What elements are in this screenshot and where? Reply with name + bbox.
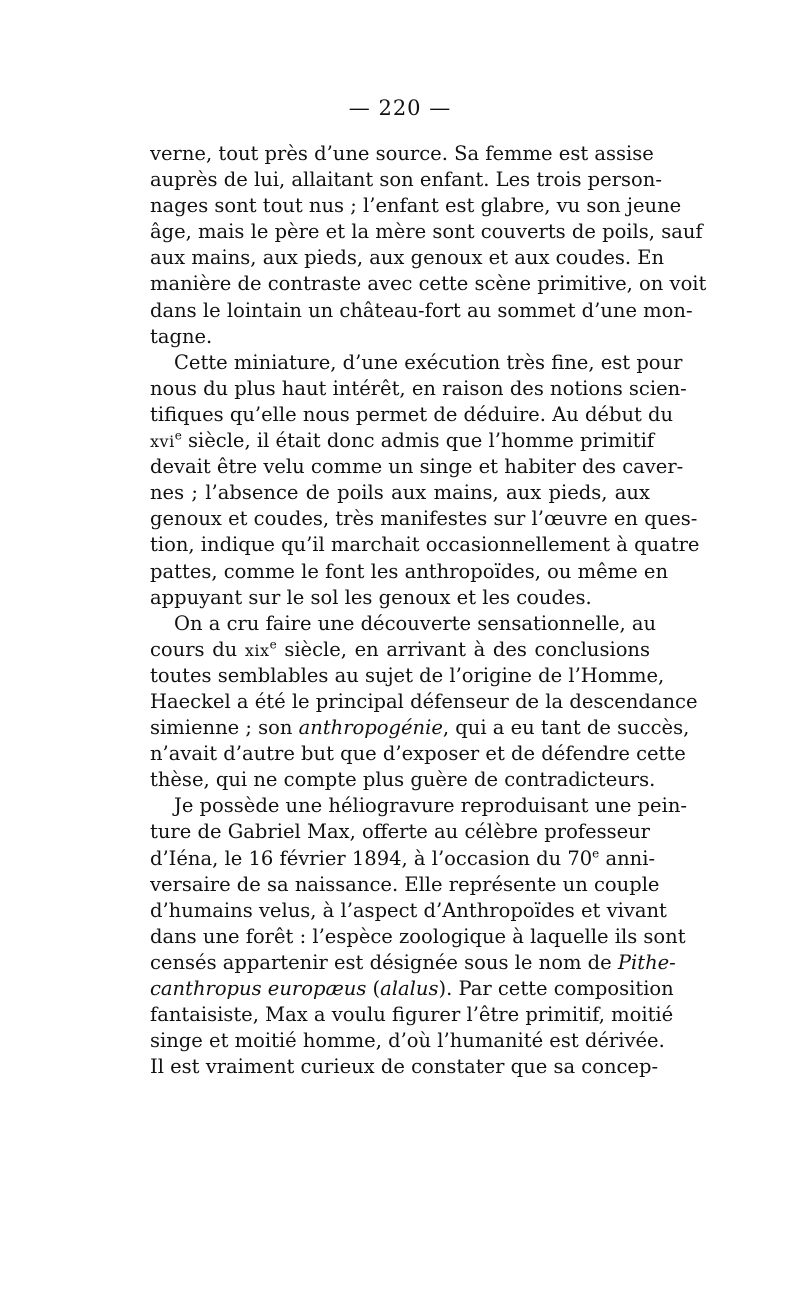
text-segment: censés appartenir est désignée sous le nom de: [150, 950, 618, 974]
text-line: dans une forêt : l’espèce zoologique à laquelle ils sont: [150, 924, 686, 948]
italic-term: anthropogénie: [298, 716, 443, 740]
italic-term: canthropus europæus: [150, 977, 367, 1000]
text-line: appuyant sur le sol les genoux et les coudes.: [150, 585, 592, 609]
text-line: [150, 715, 690, 741]
text-segment: , qui a eu tant de succès,: [442, 716, 690, 740]
text-line: Cette miniature, d’une exécution très fine, est pour: [174, 350, 683, 374]
text-line: devait être velu comme un singe et habiter des caver-: [150, 455, 684, 479]
italic-term: Pithe-: [617, 950, 676, 974]
text-line: toutes semblables au sujet de l’origine de l’Homme,: [150, 663, 665, 687]
text-line: ture de Gabriel Max, offerte au célèbre professeur: [150, 820, 650, 844]
text-line: [150, 637, 650, 663]
text-segment: d’Iéna, le 16 février 1894, à l’occasion du 70: [150, 846, 593, 870]
paragraph: [150, 350, 700, 611]
text-segment: ). Par cette composition: [438, 977, 674, 1000]
text-line: n’avait d’autre but que d’exposer et de défendre cette: [150, 742, 686, 766]
text-line: Je possède une héliogravure reproduisant une pein-: [174, 794, 687, 818]
text-line: versaire de sa naissance. Elle représente un couple: [150, 872, 660, 896]
text-line: [150, 950, 676, 976]
text-line: auprès de lui, allaitant son enfant. Les trois person-: [150, 168, 662, 192]
text-line: tagne.: [150, 324, 213, 348]
text-line: pattes, comme le font les anthropoïdes, ou même en: [150, 559, 668, 583]
text-line: On a cru faire une découverte sensationnelle, au: [174, 611, 657, 635]
superscript: e: [592, 846, 600, 861]
text-line: fantaisiste, Max a voulu figurer l’être primitif, moitié: [150, 1003, 674, 1027]
text-line: verne, tout près d’une source. Sa femme est assise: [150, 142, 654, 165]
paragraph: [150, 611, 698, 794]
century-numeral: xvi: [150, 432, 175, 452]
text-segment: siècle, en arrivant à des conclusions: [276, 637, 650, 661]
text-segment: simienne ; son: [150, 716, 299, 740]
text-line: dans le lointain un château-fort au sommet d’une mon-: [150, 298, 693, 322]
text-line: thèse, qui ne compte plus guère de contradicteurs.: [150, 768, 656, 792]
text-line: Il est vraiment curieux de constater que sa concep-: [150, 1055, 659, 1079]
text-line: genoux et coudes, très manifestes sur l’œuvre en ques-: [150, 507, 698, 531]
paragraph: [150, 141, 707, 350]
text-line: aux mains, aux pieds, aux genoux et aux coudes. En: [150, 246, 665, 270]
century-numeral: xix: [244, 640, 270, 660]
text-segment: siècle, il était donc admis que l’homme primitif: [181, 429, 655, 453]
body-text: [150, 141, 707, 1080]
text-line: nes ; l’absence de poils aux mains, aux pieds, aux: [150, 481, 650, 505]
text-line: Haeckel a été le principal défenseur de la descendance: [150, 689, 698, 713]
page-number: — 220 —: [348, 96, 452, 120]
text-segment: (: [366, 977, 381, 1000]
text-line: tifiques qu’elle nous permet de déduire. Au début du: [150, 402, 674, 426]
text-line: nages sont tout nus ; l’enfant est glabre, vu son jeune: [150, 194, 682, 218]
text-line: [150, 428, 655, 454]
text-segment: cours du: [150, 637, 245, 661]
text-line: nous du plus haut intérêt, en raison des notions scien-: [150, 376, 687, 400]
text-line: tion, indique qu’il marchait occasionnellement à quatre: [150, 533, 700, 557]
text-line: singe et moitié homme, d’où l’humanité est dérivée.: [150, 1029, 665, 1053]
text-line: d’humains velus, à l’aspect d’Anthropoïdes et vivant: [150, 898, 667, 922]
paragraph: [150, 793, 687, 1080]
superscript: e: [269, 637, 277, 652]
italic-term: alalus: [380, 977, 439, 1000]
text-line: âge, mais le père et la mère sont couverts de poils, sauf: [150, 220, 703, 244]
superscript: e: [174, 428, 182, 443]
text-line: [150, 976, 674, 1002]
text-line: [150, 846, 656, 872]
text-segment: anni-: [599, 846, 656, 870]
text-line: manière de contraste avec cette scène primitive, on voit: [150, 272, 707, 296]
